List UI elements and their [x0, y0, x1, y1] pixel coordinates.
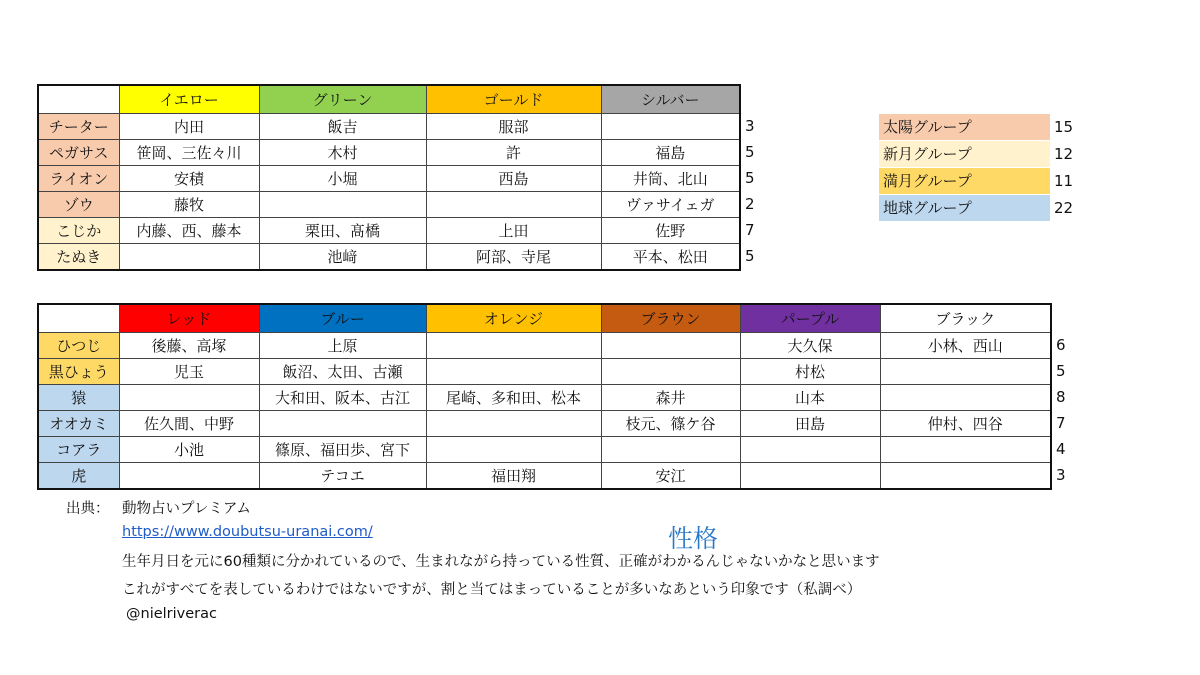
table-cell: 井筒、北山	[601, 166, 740, 192]
table-row	[38, 140, 740, 166]
table-cell	[259, 192, 426, 218]
table-cell: 内藤、西、藤本	[119, 218, 259, 244]
table-header-row	[38, 85, 740, 114]
row-total: 5	[745, 169, 755, 187]
table-cell	[426, 359, 601, 385]
table-row	[38, 244, 740, 271]
table-cell: 佐久間、中野	[119, 411, 259, 437]
legend-label-newmoon: 新月グループ	[879, 141, 1050, 167]
legend-count: 12	[1054, 144, 1074, 163]
table-cell: 内田	[119, 114, 259, 140]
table-cell	[426, 437, 601, 463]
animal-cheetah: チーター	[38, 114, 119, 140]
table-row	[38, 114, 740, 140]
source-name: 動物占いプレミアム	[122, 501, 251, 517]
author-handle: @nielriverac	[126, 606, 217, 622]
corner-cell	[38, 85, 119, 114]
animal-sheep: ひつじ	[38, 333, 119, 359]
table-row	[38, 192, 740, 218]
table-cell	[601, 333, 740, 359]
header-red: レッド	[119, 304, 259, 333]
table-cell: 阿部、寺尾	[426, 244, 601, 271]
table-cell: 後藤、高塚	[119, 333, 259, 359]
row-total: 7	[745, 221, 755, 239]
row-total: 7	[1056, 414, 1066, 432]
table-cell: 村松	[740, 359, 880, 385]
table-cell: 小林、西山	[880, 333, 1051, 359]
table-cell: 佐野	[601, 218, 740, 244]
table-cell: 藤牧	[119, 192, 259, 218]
table-cell	[601, 437, 740, 463]
animal-fawn: こじか	[38, 218, 119, 244]
source-link[interactable]: https://www.doubutsu-uranai.com/	[122, 524, 373, 540]
legend-label-fullmoon: 満月グループ	[879, 168, 1050, 194]
animal-tanuki: たぬき	[38, 244, 119, 271]
header-yellow: イエロー	[119, 85, 259, 114]
table-cell: 平本、松田	[601, 244, 740, 271]
table-cell	[601, 359, 740, 385]
animal-elephant: ゾウ	[38, 192, 119, 218]
table-cell: 池﨑	[259, 244, 426, 271]
table-animal-colors-1	[37, 84, 741, 271]
table-cell	[119, 463, 259, 490]
row-total: 5	[745, 143, 755, 161]
description-line-2: これがすべてを表しているわけではないですが、割と当てはまっていることが多いなあという印象です（私調べ）	[122, 582, 862, 598]
description-line-1: 生年月日を元に60種類に分かれているので、生まれながら持っている性質、正確がわかるんじゃないかなと思います	[122, 554, 880, 570]
legend-count: 15	[1054, 117, 1074, 136]
row-total: 8	[1056, 388, 1066, 406]
table-row	[38, 385, 1051, 411]
header-brown: ブラウン	[601, 304, 740, 333]
table-header-row	[38, 304, 1051, 333]
table-cell: 大和田、阪本、古江	[259, 385, 426, 411]
animal-lion: ライオン	[38, 166, 119, 192]
animal-tiger: 虎	[38, 463, 119, 490]
table-row	[38, 218, 740, 244]
table-cell	[880, 437, 1051, 463]
table-row	[38, 463, 1051, 490]
animal-pegasus: ペガサス	[38, 140, 119, 166]
table-cell	[119, 244, 259, 271]
table-cell: 飯沼、太田、古瀬	[259, 359, 426, 385]
header-black: ブラック	[880, 304, 1051, 333]
corner-cell	[38, 304, 119, 333]
table-cell	[119, 385, 259, 411]
table-cell: 尾崎、多和田、松本	[426, 385, 601, 411]
table-cell: 山本	[740, 385, 880, 411]
table-cell: ヴァサイェガ	[601, 192, 740, 218]
animal-black-panther: 黒ひょう	[38, 359, 119, 385]
table-row	[38, 166, 740, 192]
table-cell: テコエ	[259, 463, 426, 490]
table-cell: 安積	[119, 166, 259, 192]
table-cell: 小池	[119, 437, 259, 463]
table-cell: 栗田、髙橋	[259, 218, 426, 244]
row-total: 5	[1056, 362, 1066, 380]
header-silver: シルバー	[601, 85, 740, 114]
table-cell: 上田	[426, 218, 601, 244]
table-row	[38, 411, 1051, 437]
table-cell: 服部	[426, 114, 601, 140]
table-cell	[880, 385, 1051, 411]
row-total: 5	[745, 247, 755, 265]
header-orange: オレンジ	[426, 304, 601, 333]
row-total: 3	[1056, 466, 1066, 484]
table-cell: 許	[426, 140, 601, 166]
table-cell	[740, 437, 880, 463]
table-cell: 福田翔	[426, 463, 601, 490]
row-total: 4	[1056, 440, 1066, 458]
table-cell: 枝元、篠ケ谷	[601, 411, 740, 437]
legend-label-earth: 地球グループ	[879, 195, 1050, 221]
table-cell: 仲村、四谷	[880, 411, 1051, 437]
legend-item	[879, 167, 1073, 194]
table-cell	[426, 192, 601, 218]
table-cell	[601, 114, 740, 140]
legend-item	[879, 194, 1073, 221]
table-cell: 小堀	[259, 166, 426, 192]
row-total: 3	[745, 117, 755, 135]
row-total: 6	[1056, 336, 1066, 354]
animal-monkey: 猿	[38, 385, 119, 411]
table-cell: 田島	[740, 411, 880, 437]
group-legend	[879, 113, 1073, 221]
table-cell: 笹岡、三佐々川	[119, 140, 259, 166]
legend-label-sun: 太陽グループ	[879, 114, 1050, 140]
header-gold: ゴールド	[426, 85, 601, 114]
table-cell	[426, 333, 601, 359]
table-cell	[740, 463, 880, 490]
animal-koala: コアラ	[38, 437, 119, 463]
legend-item	[879, 140, 1073, 167]
table-cell	[880, 359, 1051, 385]
table-row	[38, 359, 1051, 385]
table-animal-colors-2	[37, 303, 1052, 490]
legend-count: 22	[1054, 198, 1074, 217]
header-purple: パープル	[740, 304, 880, 333]
table-cell: 福島	[601, 140, 740, 166]
legend-item	[879, 113, 1073, 140]
header-blue: ブルー	[259, 304, 426, 333]
table-cell: 飯吉	[259, 114, 426, 140]
seikaku-heading: 性格	[668, 524, 719, 553]
table-cell: 児玉	[119, 359, 259, 385]
table-cell: 安江	[601, 463, 740, 490]
source-label: 出典：	[66, 501, 110, 517]
table-cell	[426, 411, 601, 437]
table-cell: 上原	[259, 333, 426, 359]
table-row	[38, 333, 1051, 359]
row-total: 2	[745, 195, 755, 213]
header-green: グリーン	[259, 85, 426, 114]
legend-count: 11	[1054, 171, 1074, 190]
animal-wolf: オオカミ	[38, 411, 119, 437]
table-cell	[259, 411, 426, 437]
table-cell: 大久保	[740, 333, 880, 359]
table-cell	[880, 463, 1051, 490]
table-cell: 西島	[426, 166, 601, 192]
table-cell: 木村	[259, 140, 426, 166]
table-cell: 篠原、福田歩、宮下	[259, 437, 426, 463]
table-cell: 森井	[601, 385, 740, 411]
table-row	[38, 437, 1051, 463]
